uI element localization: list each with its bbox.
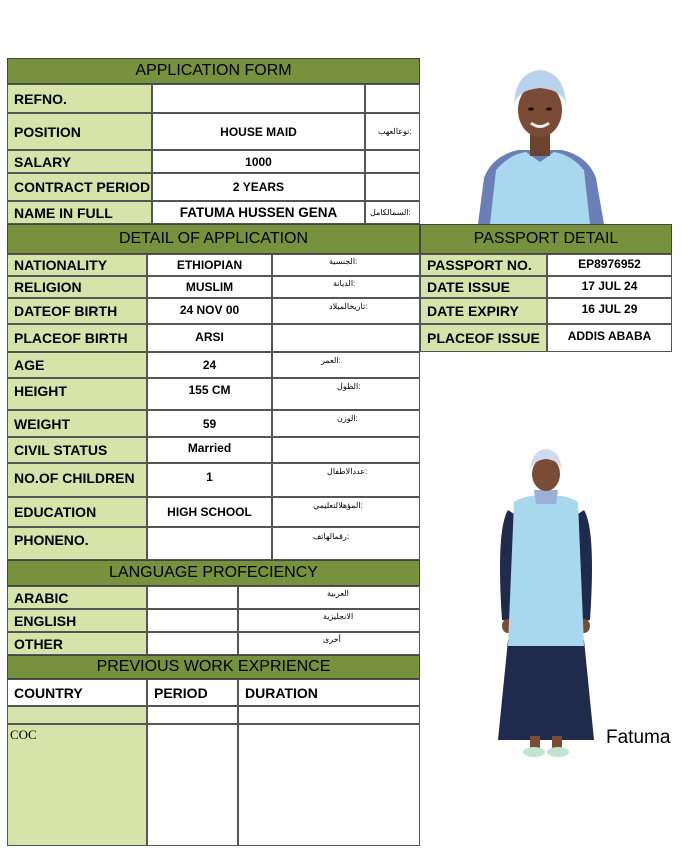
full-body-photo [486, 440, 606, 765]
photo-caption: Fatuma [606, 727, 671, 748]
language-level[interactable] [147, 586, 238, 609]
detail-label: DATEOF BIRTH [7, 298, 147, 324]
language-title: LANGUAGE PROFECIENCY [7, 560, 420, 586]
detail-label: RELIGION [7, 276, 147, 298]
coc-period [147, 724, 238, 846]
detail-arabic: المؤهلالتعليمي: [272, 497, 420, 527]
detail-arabic [272, 437, 420, 463]
detail-arabic: عددالاطفال: [272, 463, 420, 497]
detail-label: CIVIL STATUS [7, 437, 147, 463]
detail-arabic: رقمالهاتف: [272, 527, 420, 560]
language-label: OTHER [7, 632, 147, 655]
position-value: HOUSE MAID [152, 113, 365, 150]
name-value: FATUMA HUSSEN GENA [152, 201, 365, 224]
detail-value: MUSLIM [147, 276, 272, 298]
refno-label: REFNO. [7, 84, 152, 113]
detail-label: AGE [7, 352, 147, 378]
portrait-photo [470, 60, 610, 224]
passport-value: 16 JUL 29 [547, 298, 672, 324]
language-arabic: أخرى [238, 632, 420, 655]
detail-label: PHONENO. [7, 527, 147, 560]
salary-value: 1000 [152, 150, 365, 173]
salary-extra [365, 150, 420, 173]
salary-label: SALARY [7, 150, 152, 173]
detail-label: NATIONALITY [7, 254, 147, 276]
passport-value: 17 JUL 24 [547, 276, 672, 298]
passport-value: EP8976952 [547, 254, 672, 276]
application-form-title: APPLICATION FORM [7, 58, 420, 84]
experience-title: PREVIOUS WORK EXPRIENCE [7, 655, 420, 679]
detail-label: HEIGHT [7, 378, 147, 410]
coc-duration [238, 724, 420, 846]
col-period: PERIOD [147, 679, 238, 706]
col-country: COUNTRY [7, 679, 147, 706]
detail-arabic: الديانة: [272, 276, 420, 298]
name-arabic-label: السمالكامل: [365, 201, 420, 224]
detail-value: ARSI [147, 324, 272, 352]
position-arabic-label: نوعالعهب: [365, 113, 420, 150]
detail-value: Married [147, 437, 272, 463]
detail-arabic: الوزن: [272, 410, 420, 437]
language-arabic: الانجليزية [238, 609, 420, 632]
detail-value: 24 NOV 00 [147, 298, 272, 324]
detail-label: EDUCATION [7, 497, 147, 527]
language-label: ENGLISH [7, 609, 147, 632]
passport-value: ADDIS ABABA [547, 324, 672, 352]
language-arabic: العربية [238, 586, 420, 609]
phone-input[interactable] [147, 527, 272, 560]
detail-value: HIGH SCHOOL [147, 497, 272, 527]
detail-arabic [272, 324, 420, 352]
language-label: ARABIC [7, 586, 147, 609]
detail-arabic: تاريخالميلاد: [272, 298, 420, 324]
experience-row-duration [238, 706, 420, 724]
coc-label: COC [7, 724, 147, 846]
experience-row-period [147, 706, 238, 724]
refno-field[interactable] [152, 84, 365, 113]
detail-value: 59 [147, 410, 272, 437]
passport-title: PASSPORT DETAIL [420, 224, 672, 254]
passport-label: PASSPORT NO. [420, 254, 547, 276]
passport-label: PLACEOF ISSUE [420, 324, 547, 352]
detail-value: ETHIOPIAN [147, 254, 272, 276]
language-level[interactable] [147, 609, 238, 632]
passport-label: DATE EXPIRY [420, 298, 547, 324]
detail-arabic: الجنسية: [272, 254, 420, 276]
detail-arabic: العمر: [272, 352, 420, 378]
detail-label: PLACEOF BIRTH [7, 324, 147, 352]
passport-label: DATE ISSUE [420, 276, 547, 298]
language-level[interactable] [147, 632, 238, 655]
detail-arabic: الطول: [272, 378, 420, 410]
detail-label: WEIGHT [7, 410, 147, 437]
contract-period-value: 2 YEARS [152, 173, 365, 201]
detail-value: 24 [147, 352, 272, 378]
detail-label: NO.OF CHILDREN [7, 463, 147, 497]
contract-extra [365, 173, 420, 201]
refno-extra [365, 84, 420, 113]
contract-period-label: CONTRACT PERIOD [7, 173, 152, 201]
position-label: POSITION [7, 113, 152, 150]
experience-row-country [7, 706, 147, 724]
col-duration: DURATION [238, 679, 420, 706]
detail-value: 1 [147, 463, 272, 497]
name-label: NAME IN FULL [7, 201, 152, 224]
detail-value: 155 CM [147, 378, 272, 410]
detail-title: DETAIL OF APPLICATION [7, 224, 420, 254]
